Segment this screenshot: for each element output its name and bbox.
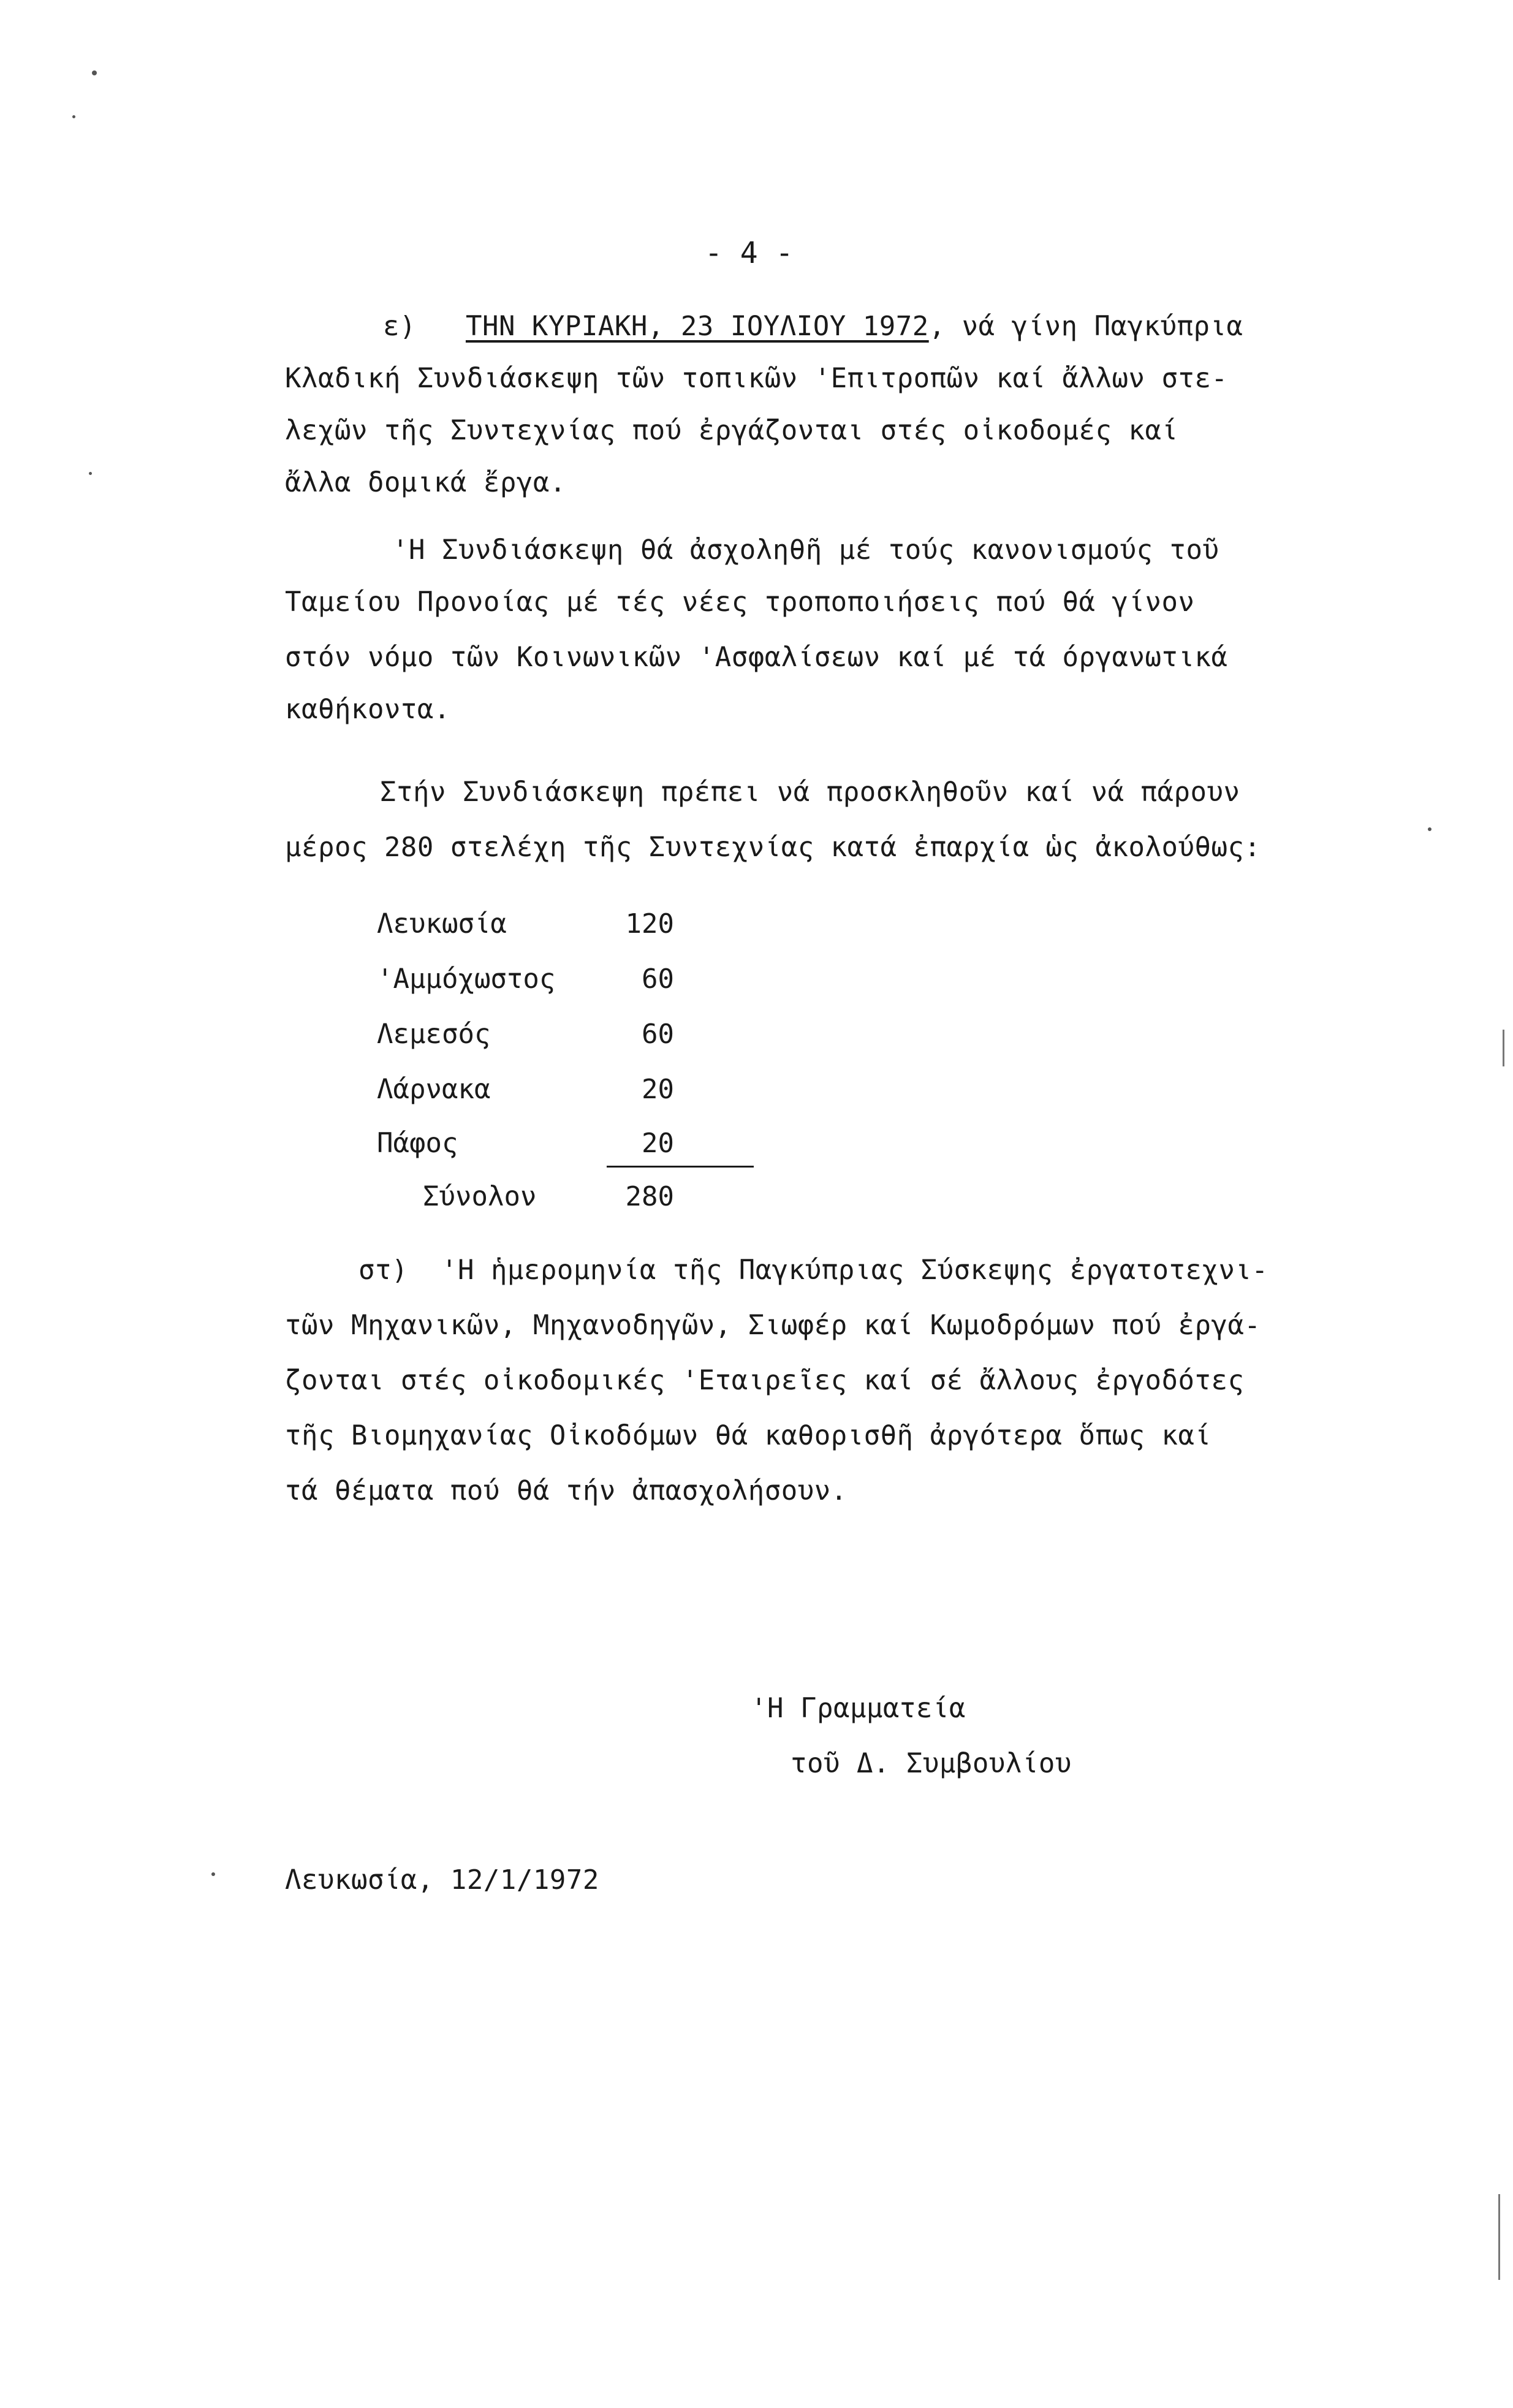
section-e-marker: ε) [383,311,416,342]
district-name: Λάρνακα [377,1074,491,1105]
section-st-line: ζονται στές οἰκοδομικές 'Εταιρεῖες καί σέ ἄλλους ἐργοδότες [285,1365,1245,1396]
district-name: 'Αμμόχωστος [377,963,556,995]
section-e-heading: ΤΗΝ ΚΥΡΙΑΚΗ, 23 ΙΟΥΛΙΟΥ 1972 [465,311,929,342]
section-st-line-0: 'Η ἡμερομηνία τῆς Παγκύπριας Σύσκεψης ἐργατοτεχνι- [441,1255,1268,1286]
section-st-first-line [358,1253,1268,1288]
sum-rule [607,1166,754,1168]
scan-speck [72,115,75,118]
paragraph-3-line: μέρος 280 στελέχη τῆς Συντεχνίας κατά ἐπαρχία ὡς ἀκολούθως: [285,832,1261,863]
section-st-line: τά θέματα πού θά τήν ἀπασχολήσουν. [285,1475,848,1506]
signature-line-2: τοῦ Δ. Συμβουλίου [791,1748,1072,1779]
section-e-line: Κλαδική Συνδιάσκεψη τῶν τοπικῶν 'Επιτροπῶν καί ἄλλων στε- [285,363,1228,394]
district-name: Πάφος [377,1128,458,1159]
district-count: 120 [625,908,674,940]
scan-speck [211,1872,215,1876]
scan-speck [92,70,97,75]
section-e-line-0: , νά γίνη Παγκύπρια [928,311,1243,342]
district-count: 20 [642,1074,674,1105]
district-name: Λευκωσία [377,908,507,940]
scan-speck [89,472,92,475]
paragraph-2-line: καθήκοντα. [285,694,450,725]
district-count: 60 [642,963,674,995]
section-st-line: τῶν Μηχανικῶν, Μηχανοδηγῶν, Σιωφέρ καί Κωμοδρόμων πού ἐργά- [285,1310,1261,1341]
district-name: Λεμεσός [377,1019,491,1050]
total-label: Σύνολον [423,1181,537,1212]
section-st-marker: στ) [358,1255,408,1286]
section-st-line: τῆς Βιομηχανίας Οἰκοδόμων θά καθορισθῆ ἀργότερα ὅπως καί [285,1420,1212,1451]
section-e-line: ἄλλα δομικά ἔργα. [285,467,566,498]
section-e-line: λεχῶν τῆς Συντεχνίας πού ἐργάζονται στές οἰκοδομές καί [285,415,1178,446]
district-count: 60 [642,1019,674,1050]
paragraph-2-line: Ταμείου Προνοίας μέ τές νέες τροποποιήσεις πού θά γίνον [285,587,1195,618]
signature-line-1: 'Η Γραμματεία [751,1693,966,1724]
section-e-first-line [383,310,1243,344]
paragraph-2-line: 'Η Συνδιάσκεψη θά ἀσχοληθῆ μέ τούς κανονισμούς τοῦ [392,534,1219,566]
scan-edge-mark [1498,2194,1500,2280]
paragraph-3-line: Στήν Συνδιάσκεψη πρέπει νά προσκληθοῦν καί νά πάρουν [380,777,1240,808]
total-value: 280 [625,1181,674,1212]
district-count: 20 [642,1128,674,1159]
place-date: Λευκωσία, 12/1/1972 [285,1864,599,1896]
scan-edge-mark [1503,1030,1504,1066]
scan-speck [1428,827,1431,831]
page-number: - 4 - [705,236,794,270]
paragraph-2-line: στόν νόμο τῶν Κοινωνικῶν 'Ασφαλίσεων καί μέ τά όργανωτικά [285,642,1228,673]
